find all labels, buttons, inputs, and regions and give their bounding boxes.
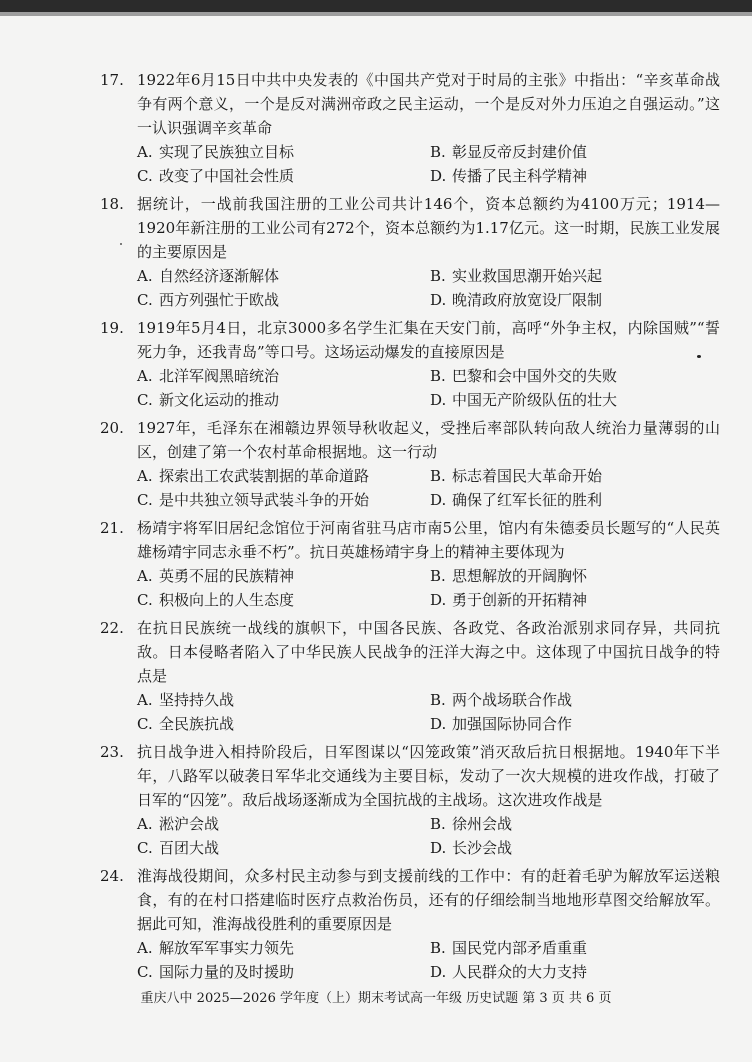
- answer-options: [100, 264, 720, 312]
- option-text: 彰显反帝反封建价值: [452, 143, 588, 161]
- answer-option: [137, 688, 430, 712]
- question-stem: [100, 516, 720, 564]
- option-label: A.: [137, 267, 153, 285]
- answer-option: [137, 364, 430, 388]
- answer-option: [430, 364, 723, 388]
- answer-option: [430, 464, 723, 488]
- scan-top-edge: [0, 0, 752, 12]
- question-text: 杨靖宇将军旧居纪念馆位于河南省驻马店市南5公里，馆内有朱德委员长题写的“人民英雄杨靖宇同志永垂不朽”。抗日英雄杨靖宇身上的精神主要体现为: [137, 519, 720, 561]
- option-label: C.: [137, 839, 153, 857]
- option-text: 徐州会战: [452, 815, 513, 833]
- option-text: 坚持持久战: [159, 691, 235, 709]
- question-number: 18.: [100, 195, 124, 213]
- question-number: 20.: [100, 419, 124, 437]
- question-text: 1922年6月15日中共中央发表的《中国共产党对于时局的主张》中指出：“辛亥革命战争有两个意义，一个是反对满洲帝政之民主运动，一个是反对外力压迫之自强运动。”这一认识强调辛亥革命: [137, 71, 720, 137]
- question-number: 24.: [100, 867, 124, 885]
- answer-option: [137, 712, 430, 736]
- answer-option: [137, 812, 430, 836]
- option-text: 国民党内部矛盾重重: [452, 939, 588, 957]
- question-stem: [100, 416, 720, 464]
- option-label: A.: [137, 367, 153, 385]
- option-label: A.: [137, 567, 153, 585]
- option-label: D.: [430, 491, 447, 509]
- option-label: B.: [430, 939, 446, 957]
- answer-option: [430, 936, 723, 960]
- option-text: 长沙会战: [452, 839, 513, 857]
- option-text: 实现了民族独立目标: [159, 143, 295, 161]
- question-number: 21.: [100, 519, 124, 537]
- option-label: D.: [430, 963, 447, 981]
- answer-option: [430, 836, 723, 860]
- question-stem: [100, 864, 720, 936]
- option-label: D.: [430, 167, 447, 185]
- question-list: [100, 68, 720, 988]
- option-label: C.: [137, 167, 153, 185]
- answer-options: [100, 936, 720, 984]
- question-number: 17.: [100, 71, 124, 89]
- option-text: 西方列强忙于欧战: [159, 291, 280, 309]
- option-label: C.: [137, 963, 153, 981]
- option-text: 传播了民主科学精神: [452, 167, 588, 185]
- answer-option: [430, 960, 723, 984]
- question-20: [100, 416, 720, 512]
- question-stem: [100, 68, 720, 140]
- option-text: 晚清政府放宽设厂限制: [452, 291, 603, 309]
- answer-option: [137, 936, 430, 960]
- answer-option: [430, 264, 723, 288]
- answer-option: [430, 688, 723, 712]
- option-label: D.: [430, 839, 447, 857]
- answer-options: [100, 812, 720, 860]
- option-text: 加强国际协同合作: [452, 715, 573, 733]
- question-text: 1927年，毛泽东在湘赣边界领导秋收起义，受挫后率部队转向敌人统治力量薄弱的山区，创建了第一个农村革命根据地。这一行动: [137, 419, 720, 461]
- answer-option: [137, 564, 430, 588]
- question-stem: [100, 192, 720, 264]
- answer-option: [430, 140, 723, 164]
- question-24: [100, 864, 720, 984]
- option-label: B.: [430, 143, 446, 161]
- option-text: 自然经济逐渐解体: [159, 267, 280, 285]
- option-text: 实业救国思潮开始兴起: [452, 267, 603, 285]
- question-stem: [100, 616, 720, 688]
- question-text: 淮海战役期间，众多村民主动参与到支援前线的工作中：有的赶着毛驴为解放军运送粮食，有的在村口搭建临时医疗点救治伤员，还有的仔细绘制当地地形草图交给解放军。据此可知，淮海战役胜利的重要原因是: [137, 867, 720, 933]
- question-18: [100, 192, 720, 312]
- answer-option: [430, 164, 723, 188]
- page-footer: 重庆八中 2025—2026 学年度（上）期末考试高一年级 历史试题 第 3 页 共 6 页: [140, 991, 612, 1006]
- option-text: 巴黎和会中国外交的失败: [452, 367, 618, 385]
- option-text: 中国无产阶级队伍的壮大: [452, 391, 618, 409]
- answer-option: [430, 388, 723, 412]
- answer-option: [137, 836, 430, 860]
- answer-option: [430, 588, 723, 612]
- option-text: 确保了红军长征的胜利: [452, 491, 603, 509]
- option-text: 两个战场联合作战: [452, 691, 573, 709]
- question-number: 23.: [100, 743, 124, 761]
- option-label: D.: [430, 291, 447, 309]
- option-text: 北洋军阀黑暗统治: [159, 367, 280, 385]
- option-text: 英勇不屈的民族精神: [159, 567, 295, 585]
- option-label: B.: [430, 367, 446, 385]
- question-stem: [100, 316, 720, 364]
- question-text: 在抗日民族统一战线的旗帜下，中国各民族、各政党、各政治派别求同存异，共同抗敌。日本侵略者陷入了中华民族人民战争的汪洋大海之中。这体现了中国抗日战争的特点是: [137, 619, 720, 685]
- option-text: 思想解放的开阔胸怀: [452, 567, 588, 585]
- option-text: 百团大战: [159, 839, 220, 857]
- question-text: 1919年5月4日，北京3000多名学生汇集在天安门前，高呼“外争主权，内除国贼”“誓死力争，还我青岛”等口号。这场运动爆发的直接原因是: [137, 319, 720, 361]
- option-text: 全民族抗战: [159, 715, 235, 733]
- option-label: D.: [430, 715, 447, 733]
- option-label: B.: [430, 815, 446, 833]
- question-number: 19.: [100, 319, 124, 337]
- answer-option: [137, 588, 430, 612]
- option-label: B.: [430, 467, 446, 485]
- option-text: 人民群众的大力支持: [452, 963, 588, 981]
- question-text: 抗日战争进入相持阶段后，日军图谋以“囚笼政策”消灭敌后抗日根据地。1940年下半年，八路军以破袭日军华北交通线为主要目标，发动了一次大规模的进攻作战，打破了日军的“囚笼”。敌后战场逐渐成为全国抗战的主战场。这次进攻作战是: [137, 743, 720, 809]
- option-text: 是中共独立领导武装斗争的开始: [159, 491, 370, 509]
- answer-options: [100, 688, 720, 736]
- option-text: 积极向上的人生态度: [159, 591, 295, 609]
- option-label: A.: [137, 939, 153, 957]
- answer-option: [430, 712, 723, 736]
- answer-option: [137, 388, 430, 412]
- question-23: [100, 740, 720, 860]
- option-text: 探索出工农武装割据的革命道路: [159, 467, 370, 485]
- option-text: 新文化运动的推动: [159, 391, 280, 409]
- option-label: C.: [137, 491, 153, 509]
- answer-option: [430, 564, 723, 588]
- option-label: B.: [430, 691, 446, 709]
- option-label: C.: [137, 591, 153, 609]
- option-label: B.: [430, 567, 446, 585]
- answer-option: [137, 264, 430, 288]
- question-number: 22.: [100, 619, 124, 637]
- question-21: [100, 516, 720, 612]
- option-label: B.: [430, 267, 446, 285]
- answer-option: [137, 464, 430, 488]
- option-label: D.: [430, 391, 447, 409]
- answer-option: [137, 960, 430, 984]
- question-stem: [100, 740, 720, 812]
- answer-option: [137, 164, 430, 188]
- answer-option: [137, 488, 430, 512]
- answer-option: [430, 288, 723, 312]
- answer-option: [430, 812, 723, 836]
- option-label: A.: [137, 143, 153, 161]
- option-label: C.: [137, 391, 153, 409]
- answer-options: [100, 464, 720, 512]
- question-text: 据统计，一战前我国注册的工业公司共计146个，资本总额约为4100万元；1914—1920年新注册的工业公司有272个，资本总额约为1.17亿元。这一时期，民族工业发展的主要原因是: [137, 195, 720, 261]
- option-label: A.: [137, 815, 153, 833]
- option-text: 勇于创新的开拓精神: [452, 591, 588, 609]
- option-text: 淞沪会战: [159, 815, 220, 833]
- question-17: [100, 68, 720, 188]
- answer-options: [100, 364, 720, 412]
- answer-options: [100, 564, 720, 612]
- answer-option: [137, 140, 430, 164]
- option-label: C.: [137, 715, 153, 733]
- answer-option: [137, 288, 430, 312]
- option-label: C.: [137, 291, 153, 309]
- option-text: 改变了中国社会性质: [159, 167, 295, 185]
- question-22: [100, 616, 720, 736]
- question-19: [100, 316, 720, 412]
- answer-options: [100, 140, 720, 188]
- option-text: 国际力量的及时援助: [159, 963, 295, 981]
- option-text: 解放军军事实力领先: [159, 939, 295, 957]
- option-label: A.: [137, 691, 153, 709]
- option-label: A.: [137, 467, 153, 485]
- scan-top-shadow: [0, 12, 752, 16]
- option-label: D.: [430, 591, 447, 609]
- answer-option: [430, 488, 723, 512]
- option-text: 标志着国民大革命开始: [452, 467, 603, 485]
